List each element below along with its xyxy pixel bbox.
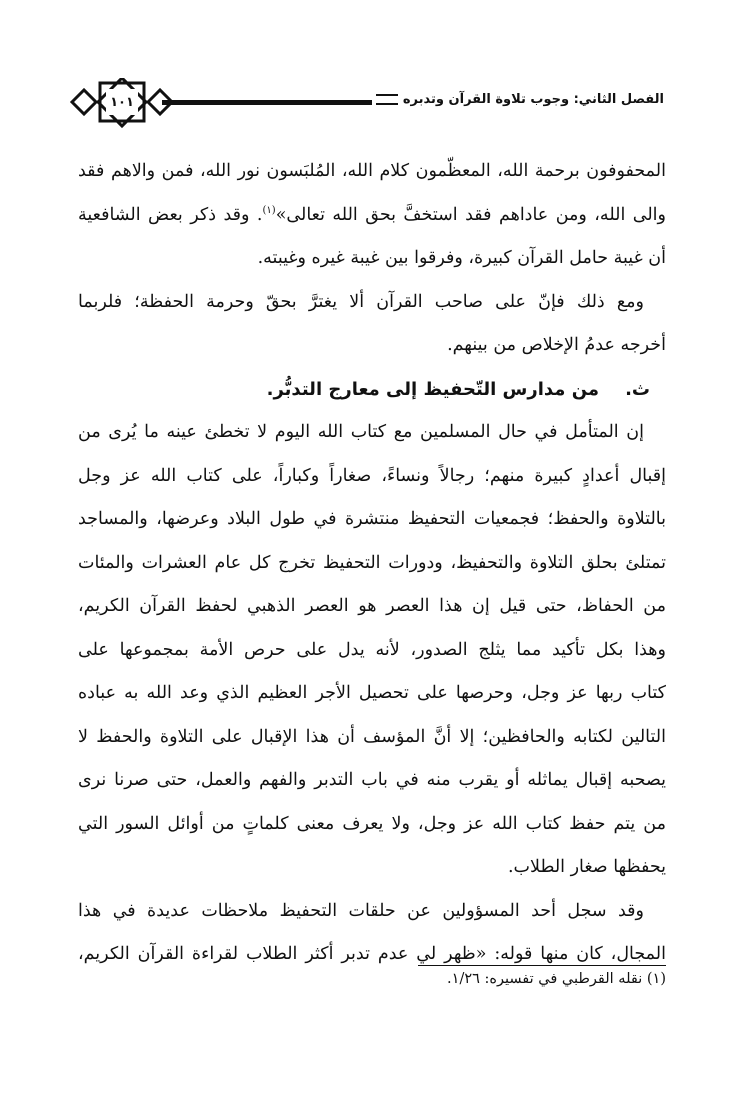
- section-heading: [78, 368, 666, 412]
- section-title: من مدارس التّحفيظ إلى معارج التدبُّر.: [266, 378, 600, 400]
- text-line: ومع ذلك فإنّ على صاحب القرآن ألا يغترَّ بحقّ وحرمة الحفظة؛ فلربما: [78, 291, 644, 312]
- text-line: المجال، كان منها قوله: «ظهر لي عدم تدبر أكثر الطلاب لقراءة القرآن الكريم،: [78, 944, 666, 964]
- text-line: [78, 194, 666, 238]
- footnote-separator: [418, 965, 666, 966]
- text-line: يصحبه إقبال يماثله أو يقرب منه في باب التدبر والفهم والعمل، حتى صرنا نرى: [78, 770, 666, 790]
- text-line: التالين لكتابه والحافظين؛ إلا أنَّ المؤسف أن هذا الإقبال على التلاوة والحفظ لا: [78, 726, 666, 747]
- page-content: [78, 150, 666, 977]
- text-line: بالتلاوة والحفظ؛ فجمعيات التحفيظ منتشرة في طول البلاد وعرضها، والمساجد: [78, 509, 666, 529]
- section-letter: ث.: [625, 378, 650, 400]
- ornament-diamond-left: [72, 90, 96, 114]
- text-line: المحفوفون برحمة الله، المعظّمون كلام الله، المُلبَسون نور الله، فمن والاهم فقد: [78, 161, 666, 181]
- text-line: كتاب ربها عز وجل، وحرصها على تحصيل الأجر العظيم الذي وعد الله به عباده: [78, 683, 666, 703]
- text-line: تمتلئ بحلق التلاوة والتحفيظ، ودورات التحفيظ تخرج كل عام العشرات والمئات: [78, 552, 666, 573]
- text-line: من الحفاظ، حتى قيل إن هذا العصر هو العصر الذهبي لحفظ القرآن الكريم،: [78, 596, 666, 616]
- title-bars-icon: [376, 94, 398, 105]
- page-header: [70, 78, 670, 134]
- text-fragment: . وقد ذكر بعض الشافعية: [78, 204, 263, 225]
- text-line: إن المتأمل في حال المسلمين مع كتاب الله اليوم لا تخطئ عينه ما يُرى من: [78, 422, 644, 442]
- text-line: وقد سجل أحد المسؤولين عن حلقات التحفيظ ملاحظات عديدة في هذا: [78, 900, 644, 921]
- text-line: وهذا بكل تأكيد مما يثلج الصدور، لأنه يدل على حرص الأمة بمجموعها على: [78, 639, 666, 660]
- text-fragment: والى الله، ومن عاداهم فقد استخفَّ بحق الله تعالى»: [275, 204, 666, 225]
- chapter-title-text: الفصل الثاني: وجوب تلاوة القرآن وتدبره: [402, 92, 664, 107]
- text-line: يحفظها صغار الطلاب.: [507, 857, 666, 877]
- chapter-title: [372, 92, 668, 107]
- text-line: إقبال أعدادٍ كبيرة منهم؛ رجالاً ونساءً، صغاراً وكباراً، على كتاب الله عز وجل: [78, 465, 666, 486]
- text-line: أن غيبة حامل القرآن كبيرة، وفرقوا بين غيبة غيره وغيبته.: [257, 248, 666, 268]
- footnote: (١) نقله القرطبي في تفسيره: ١/٢٦.: [447, 971, 666, 987]
- footnote-reference: (١): [262, 204, 276, 216]
- text-line: من يتم حفظ كتاب الله عز وجل، ولا يعرف معنى كلماتٍ من أوائل السور التي: [78, 813, 666, 834]
- text-line: أخرجه عدمُ الإخلاص من بينهم.: [447, 335, 666, 355]
- page-number: ١٠١: [110, 95, 134, 110]
